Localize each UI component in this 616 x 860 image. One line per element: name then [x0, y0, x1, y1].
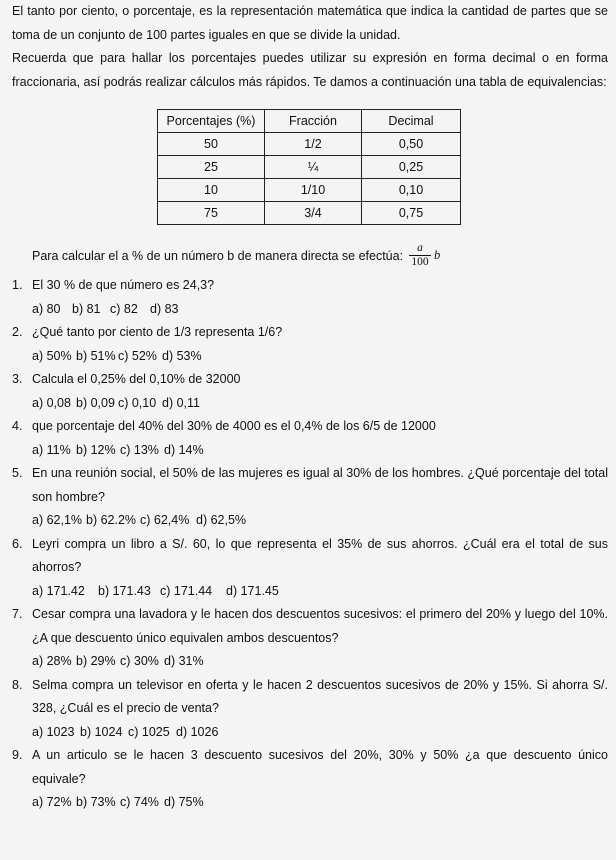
question-item	[12, 533, 608, 604]
cell-decimal: 0,25	[362, 156, 461, 179]
answer-option: b) 29%	[76, 654, 116, 668]
formula-fraction	[409, 242, 431, 269]
answer-option: b) 12%	[76, 442, 116, 457]
formula-line	[32, 242, 440, 269]
question-text: que porcentaje del 40% del 30% de 4000 es el 0,4% de los 6/5 de 12000	[32, 419, 436, 433]
answer-options	[32, 298, 608, 322]
header-fraction: Fracción	[265, 110, 362, 133]
question-number: 2.	[12, 325, 23, 339]
cell-fraction: 1/10	[265, 179, 362, 202]
cell-decimal: 0,75	[362, 202, 461, 225]
cell-percent: 10	[158, 179, 265, 202]
answer-options	[32, 439, 608, 463]
answer-option: d) 31%	[164, 654, 204, 668]
answer-option: a) 80	[32, 301, 61, 316]
answer-option: a) 0,08	[32, 395, 71, 410]
answer-option: c) 0,10	[118, 395, 157, 410]
table-header-row	[158, 110, 461, 133]
header-decimal: Decimal	[362, 110, 461, 133]
table-row	[158, 156, 461, 179]
answer-option: c) 62,4%	[140, 513, 190, 527]
answer-option: d) 62,5%	[196, 513, 247, 527]
answer-option: c) 30%	[120, 654, 159, 668]
intro-paragraph-definition: El tanto por ciento, o porcentaje, es la representación matemática que indica la cantidad de partes que se toma de un conjunto de 100 partes iguales en que se divide la unidad.	[12, 4, 608, 42]
question-number: 4.	[12, 419, 23, 433]
question-number: 6.	[12, 536, 23, 551]
intro-paragraph-tip: Recuerda que para hallar los porcentajes puedes utilizar su expresión en forma decimal o en forma fraccionaria, así podrás realizar cálculos más rápidos. Te damos a continuación una tabla de equivalencias:	[12, 51, 608, 89]
answer-options	[32, 791, 608, 815]
question-text: Leyri compra un libro a S/. 60, lo que representa el 35% de sus ahorros. ¿Cuál era el total de sus ahorros?	[32, 536, 608, 574]
question-text: Calcula el 0,25% del 0,10% de 32000	[32, 372, 241, 386]
questions-list	[12, 274, 608, 815]
question-item	[12, 368, 608, 415]
answer-option: b) 0,09	[76, 395, 115, 410]
fraction-denominator: 100	[411, 256, 429, 268]
answer-option: d) 83	[150, 301, 179, 316]
answer-option: c) 171.44	[160, 583, 213, 598]
answer-option: c) 52%	[118, 348, 157, 363]
answer-option: d) 14%	[164, 442, 204, 457]
answer-option: a) 72%	[32, 795, 72, 809]
question-item	[12, 603, 608, 674]
cell-decimal: 0,50	[362, 133, 461, 156]
answer-options	[32, 509, 608, 533]
answer-options	[32, 392, 608, 416]
question-number: 8.	[12, 677, 23, 692]
answer-option: d) 53%	[162, 348, 202, 363]
answer-option: c) 74%	[120, 795, 159, 809]
answer-options	[32, 580, 608, 604]
answer-option: a) 50%	[32, 348, 72, 363]
answer-option: b) 81	[72, 301, 101, 316]
question-item	[12, 744, 608, 815]
answer-option: b) 51%	[76, 348, 116, 363]
cell-fraction: ¼	[265, 156, 362, 179]
question-number: 9.	[12, 748, 23, 762]
answer-option: c) 1025	[128, 724, 170, 739]
question-text: Cesar compra una lavadora y le hacen dos descuentos sucesivos: el primero del 20% y luego del 10%. ¿A que descuento único equivalen ambos descuentos?	[32, 607, 608, 645]
answer-option: d) 1026	[176, 724, 219, 739]
answer-option: a) 11%	[32, 442, 71, 457]
cell-percent: 25	[158, 156, 265, 179]
cell-decimal: 0,10	[362, 179, 461, 202]
answer-option: c) 13%	[120, 442, 159, 457]
question-item	[12, 415, 608, 462]
cell-fraction: 3/4	[265, 202, 362, 225]
formula-variable: b	[434, 248, 441, 262]
fraction-numerator: a	[417, 242, 423, 254]
answer-options	[32, 345, 608, 369]
table-row	[158, 179, 461, 202]
table-row	[158, 202, 461, 225]
cell-percent: 75	[158, 202, 265, 225]
question-item	[12, 274, 608, 321]
answer-option: b) 171.43	[98, 583, 151, 598]
answer-option: a) 62,1%	[32, 513, 83, 527]
answer-options	[32, 650, 608, 674]
question-number: 5.	[12, 466, 23, 480]
table-row	[158, 133, 461, 156]
answer-option: d) 171.45	[226, 583, 279, 598]
header-percent: Porcentajes (%)	[158, 110, 265, 133]
question-item	[12, 321, 608, 368]
answer-option: a) 171.42	[32, 583, 85, 598]
answer-option: b) 1024	[80, 724, 123, 739]
question-text: Selma compra un televisor en oferta y le hacen 2 descuentos sucesivos de 20% y 15%. Si ahorra S/. 328, ¿Cuál es el precio de venta?	[32, 677, 608, 715]
question-number: 1.	[12, 278, 23, 292]
cell-fraction: 1/2	[265, 133, 362, 156]
answer-option: a) 28%	[32, 654, 72, 668]
answer-options	[32, 721, 608, 745]
question-number: 7.	[12, 607, 23, 621]
answer-option: b) 62.2%	[86, 513, 137, 527]
question-text: En una reunión social, el 50% de las mujeres es igual al 30% de los hombres. ¿Qué porcentaje del total son hombre?	[32, 466, 608, 504]
question-text: El 30 % de que número es 24,3?	[32, 278, 215, 292]
question-text: ¿Qué tanto por ciento de 1/3 representa 1/6?	[32, 325, 283, 339]
answer-option: a) 1023	[32, 724, 75, 739]
answer-option: c) 82	[110, 301, 138, 316]
intro-section	[12, 0, 608, 94]
answer-option: d) 75%	[164, 795, 204, 809]
formula-text: Para calcular el a % de un número b de manera directa se efectúa:	[32, 248, 404, 263]
question-text: A un articulo se le hacen 3 descuento sucesivos del 20%, 30% y 50% ¿a que descuento único equivale?	[32, 748, 608, 786]
question-item	[12, 462, 608, 533]
answer-option: d) 0,11	[162, 395, 200, 410]
cell-percent: 50	[158, 133, 265, 156]
question-number: 3.	[12, 372, 23, 386]
equivalence-table	[157, 109, 461, 225]
question-item	[12, 674, 608, 745]
answer-option: b) 73%	[76, 795, 116, 809]
